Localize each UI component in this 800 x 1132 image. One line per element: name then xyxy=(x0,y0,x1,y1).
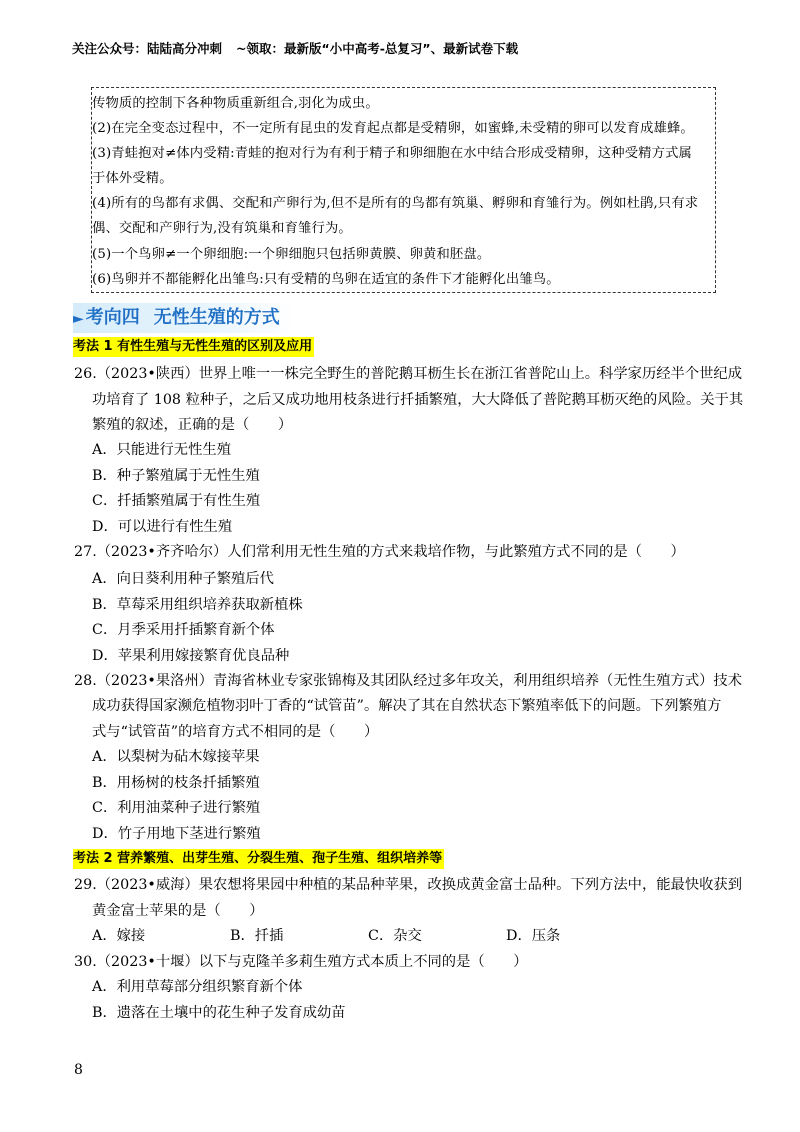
q29-option-a: A．嫁接 xyxy=(92,928,146,944)
page-header xyxy=(72,39,518,57)
q26-line: 功培育了 108 粒种子，之后又成功地用枝条进行扦插繁殖，大大降低了普陀鹅耳枥灭绝的风险。关于其 xyxy=(92,392,744,408)
q26-option-a: A．只能进行无性生殖 xyxy=(92,442,231,458)
q29-option-d: D．压条 xyxy=(506,928,561,944)
tip-line: (6)鸟卵并不都能孵化出雏鸟:只有受精的鸟卵在适宜的条件下才能孵化出雏鸟。 xyxy=(92,272,560,287)
tip-line: (3)青蛙抱对≠体内受精:青蛙的抱对行为有利于精子和卵细胞在水中结合形成受精卵，这种受精方式属 xyxy=(92,146,692,161)
q28-option-b: B．用杨树的枝条扦插繁殖 xyxy=(92,775,260,791)
q29-line: 29.（2023•威海）果农想将果园中种植的某品种苹果，改换成黄金富士品种。下列方法中，能最快收获到 xyxy=(74,877,743,893)
section-number: 考向四 xyxy=(85,307,140,328)
header-right: ~领取：最新版“小中高考-总复习”、最新试卷下载 xyxy=(236,41,519,56)
tip-line: 偶、交配和产卵行为,没有筑巢和育雏行为。 xyxy=(92,221,352,236)
q30-option-b: B．遗落在土壤中的花生种子发育成幼苗 xyxy=(92,1005,346,1021)
tip-line: (4)所有的鸟都有求偶、交配和产卵行为,但不是所有的鸟都有筑巢、孵卵和育雏行为。例如杜鹃,只有求 xyxy=(92,196,699,211)
q26-line: 繁殖的叙述，正确的是（ ） xyxy=(92,417,293,433)
q28-line: 28.（2023•果洛州）青海省林业专家张锦梅及其团队经过多年攻关，利用组织培养（无性生殖方式）技术 xyxy=(74,673,743,689)
tip-line: (2)在完全变态过程中，不一定所有昆虫的发育起点都是受精卵，如蜜蜂,未受精的卵可以发育成雄蜂。 xyxy=(92,121,694,136)
q28-option-a: A．以梨树为砧木嫁接苹果 xyxy=(92,749,260,765)
q26-line: 26.（2023•陕西）世界上唯一一株完全野生的普陀鹅耳枥生长在浙江省普陀山上。科学家历经半个世纪成 xyxy=(74,366,743,382)
q28-line: 成功获得国家濒危植物羽叶丁香的“试管苗”。解决了其在自然状态下繁殖率低下的问题。下列繁殖方 xyxy=(92,698,722,714)
tip-line: (5)一个鸟卵≠一个卵细胞:一个卵细胞只包括卵黄膜、卵黄和胚盘。 xyxy=(92,247,491,262)
q28-option-d: D．竹子用地下茎进行繁殖 xyxy=(92,826,261,842)
q26-option-b: B．种子繁殖属于无性生殖 xyxy=(92,468,260,484)
q27-option-b: B．草莓采用组织培养获取新植株 xyxy=(92,597,303,613)
q27-option-d: D．苹果利用嫁接繁育优良品种 xyxy=(92,648,290,664)
q28-option-c: C．利用油菜种子进行繁殖 xyxy=(92,800,261,816)
page-number: 8 xyxy=(74,1062,83,1078)
kaofa-2-label: 考法 2 营养繁殖、出芽生殖、分裂生殖、孢子生殖、组织培养等 xyxy=(73,849,444,869)
tip-line: 于体外受精。 xyxy=(92,171,173,186)
q28-line: 式与“试管苗”的培育方式不相同的是（ ） xyxy=(92,724,379,740)
q27-line: 27.（2023•齐齐哈尔）人们常利用无性生殖的方式来栽培作物，与此繁殖方式不同的是（ ） xyxy=(74,544,685,560)
q29-option-c: C．杂交 xyxy=(368,928,422,944)
section-title: 无性生殖的方式 xyxy=(153,307,280,328)
triangle-icon: ► xyxy=(73,311,84,327)
q27-option-a: A．向日葵利用种子繁殖后代 xyxy=(92,571,274,587)
q30-line: 30.（2023•十堰）以下与克隆羊多莉生殖方式本质上不同的是（ ） xyxy=(74,954,528,970)
header-left: 关注公众号：陆陆高分冲刺 xyxy=(72,41,223,56)
q29-line: 黄金富士苹果的是（ ） xyxy=(92,903,264,919)
q27-option-c: C．月季采用扦插繁育新个体 xyxy=(92,622,275,638)
q30-option-a: A．利用草莓部分组织繁育新个体 xyxy=(92,979,303,995)
section-heading xyxy=(73,303,295,333)
q26-option-d: D．可以进行有性生殖 xyxy=(92,519,233,535)
tip-line: 传物质的控制下各种物质重新组合,羽化为成虫。 xyxy=(92,96,379,111)
q26-option-c: C．扦插繁殖属于有性生殖 xyxy=(92,493,261,509)
q29-option-b: B．扦插 xyxy=(230,928,284,944)
kaofa-1-label: 考法 1 有性生殖与无性生殖的区别及应用 xyxy=(73,337,314,357)
